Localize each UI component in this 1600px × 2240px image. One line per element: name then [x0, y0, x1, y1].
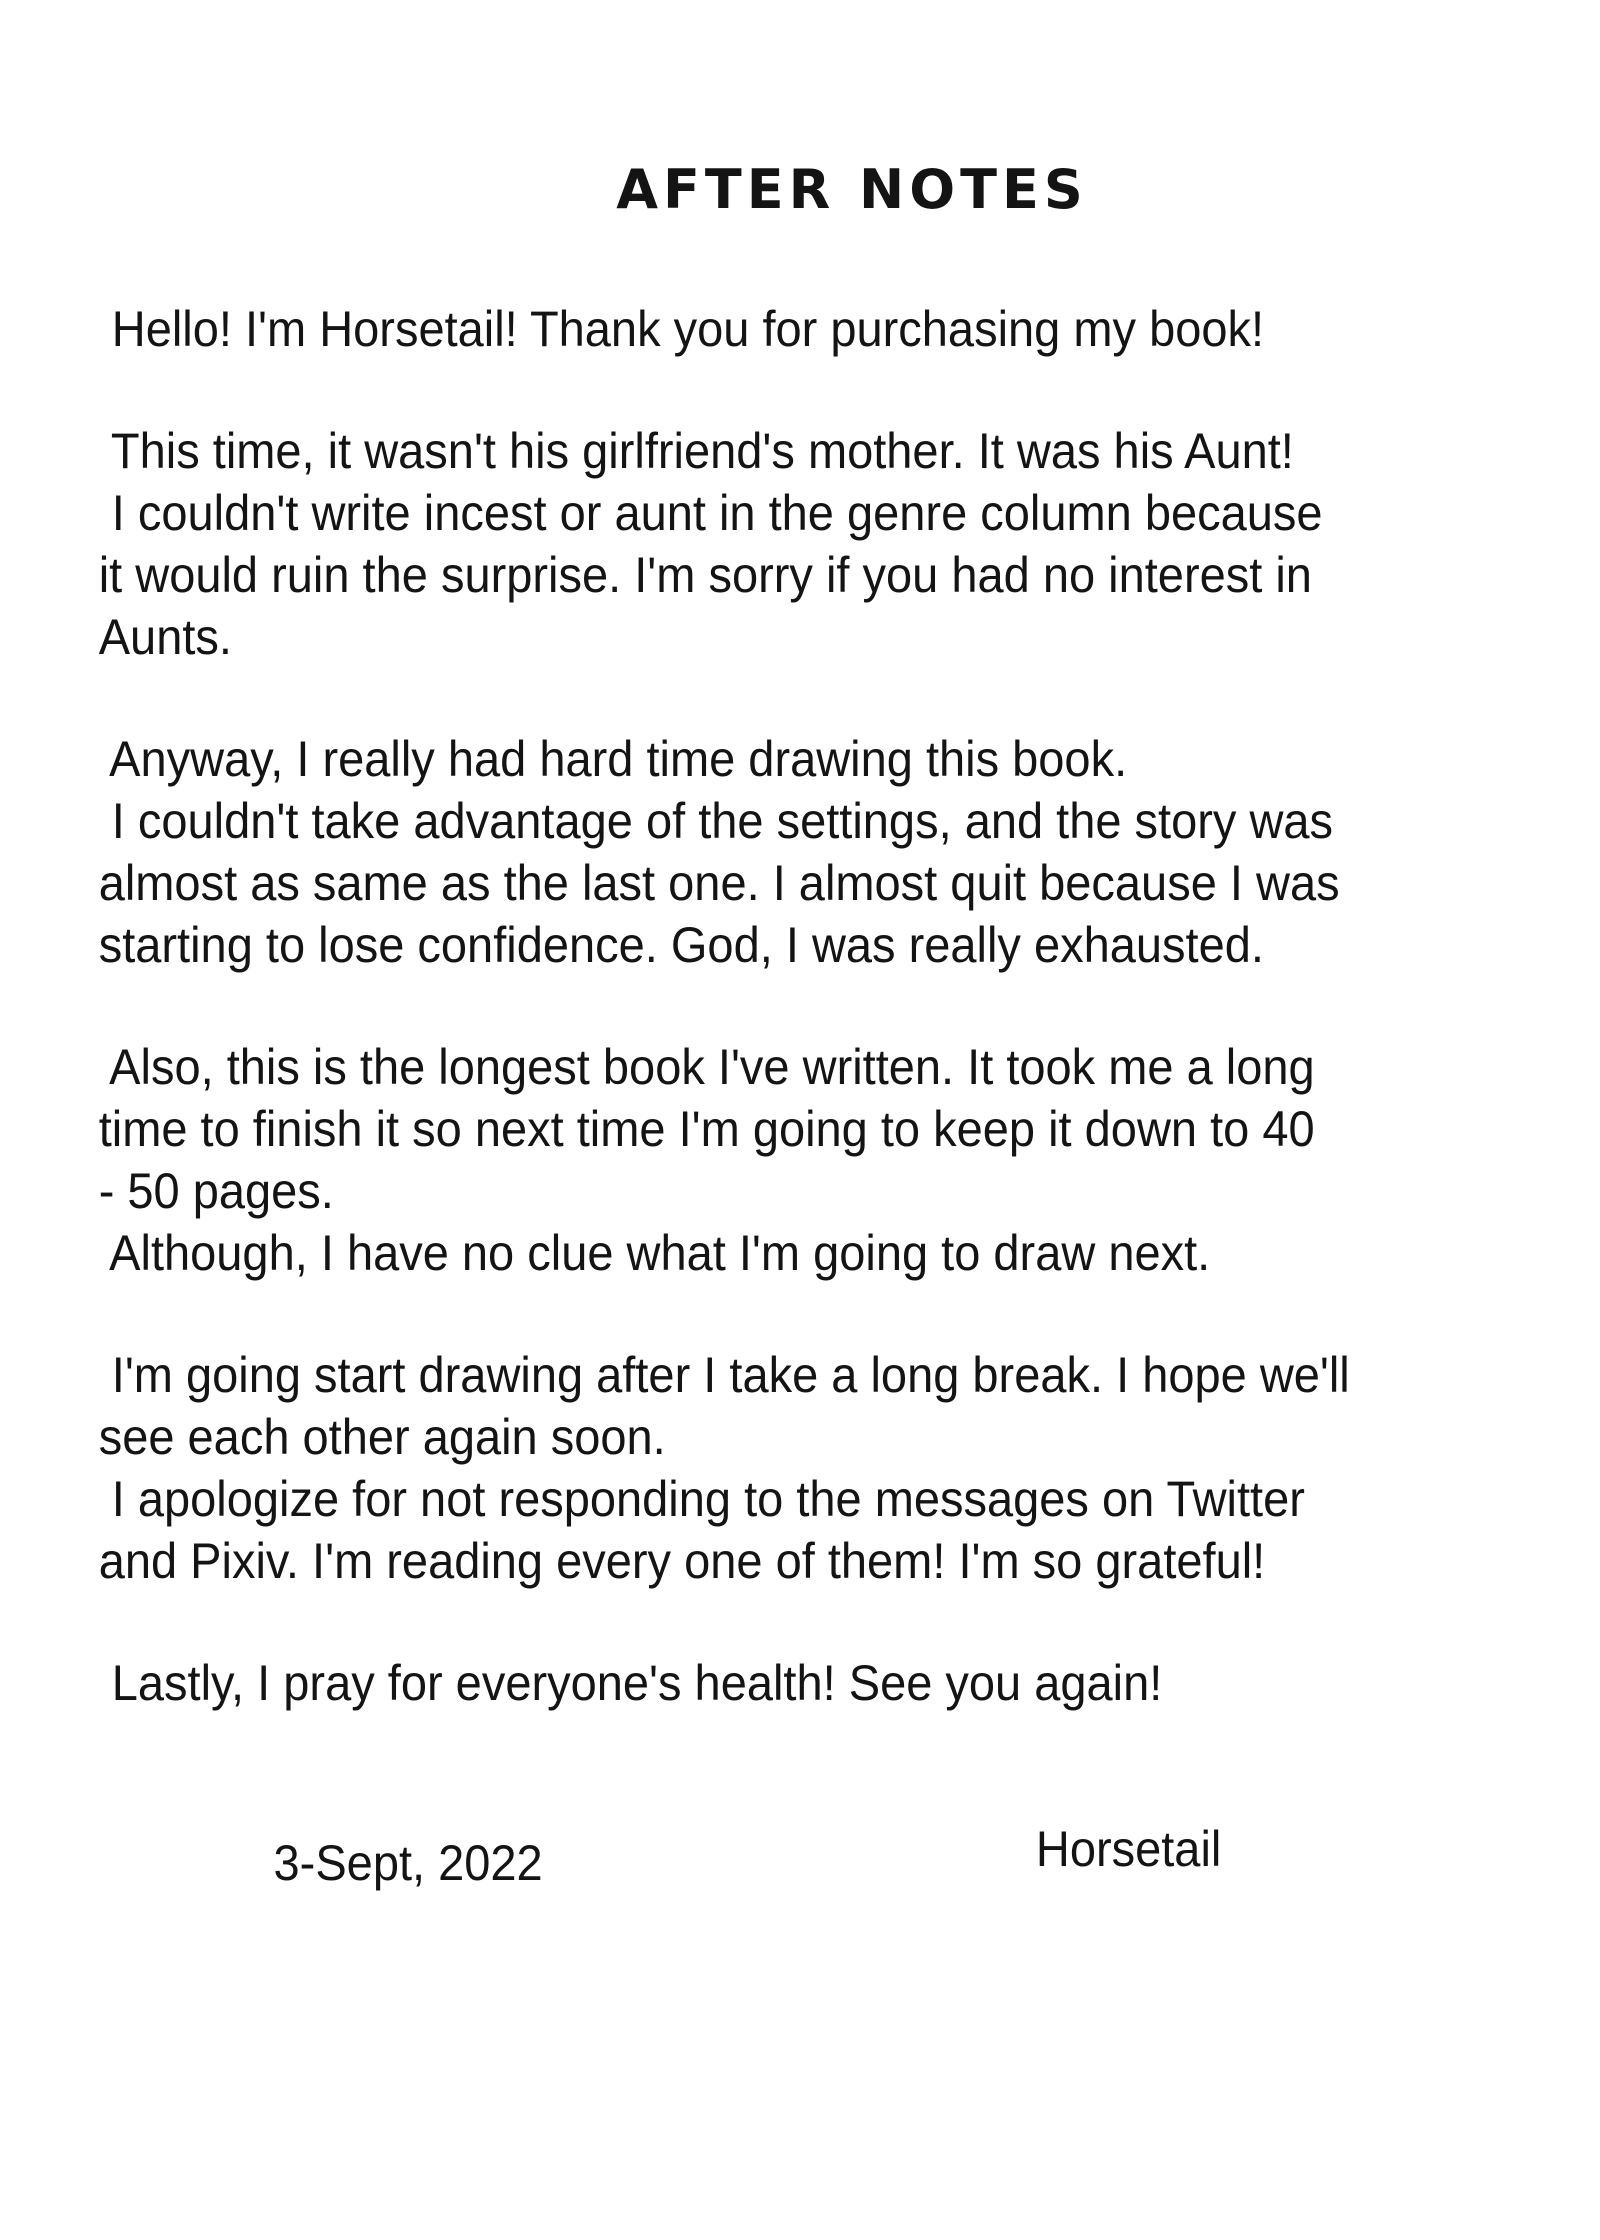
paragraph-line: and Pixiv. I'm reading every one of them! I'm so grateful! — [98, 1533, 1266, 1589]
paragraph-longest-book — [99, 1036, 1504, 1284]
date-text: 3-Sept, 2022 — [273, 1835, 543, 1891]
paragraph-line: Hello! I'm Horsetail! Thank you for purchasing my book! — [98, 301, 1265, 357]
paragraph-line: I apologize for not responding to the messages on Twitter — [98, 1471, 1305, 1527]
paragraph-line: starting to lose confidence. God, I was really exhausted. — [98, 917, 1264, 973]
paragraph-break-apology — [99, 1344, 1504, 1592]
paragraph-farewell — [99, 1652, 1504, 1714]
paragraph-line: it would ruin the surprise. I'm sorry if you had no interest in — [98, 547, 1312, 603]
paragraph-line: almost as same as the last one. I almost quit because I was — [98, 855, 1340, 911]
paragraph-greeting — [99, 298, 1504, 360]
paragraph-line: time to finish it so next time I'm going to keep it down to 40 — [98, 1101, 1315, 1157]
paragraph-line: I'm going start drawing after I take a long break. I hope we'll — [98, 1347, 1350, 1403]
paragraph-line: - 50 pages. — [98, 1163, 334, 1219]
page-content — [0, 298, 1504, 1902]
paragraph-aunt — [99, 420, 1504, 668]
paragraph-line: I couldn't take advantage of the settings, and the story was — [98, 793, 1334, 849]
author-signature: Horsetail — [1035, 1821, 1222, 1877]
paragraph-line: This time, it wasn't his girlfriend's mother. It was his Aunt! — [98, 423, 1294, 479]
paragraph-line: Also, this is the longest book I've written. It took me a long — [98, 1039, 1315, 1095]
paragraph-line: Anyway, I really had hard time drawing this book. — [98, 731, 1128, 787]
signature-row — [99, 1821, 1504, 1902]
paragraph-line: Lastly, I pray for everyone's health! See you again! — [98, 1655, 1163, 1711]
paragraph-hard-time — [99, 728, 1504, 976]
paragraph-line: Although, I have no clue what I'm going to draw next. — [98, 1225, 1211, 1281]
page-title: AFTER NOTES — [616, 158, 1088, 221]
paragraph-line: see each other again soon. — [98, 1409, 666, 1465]
paragraph-line: I couldn't write incest or aunt in the genre column because — [98, 485, 1323, 541]
paragraph-line: Aunts. — [98, 609, 232, 665]
